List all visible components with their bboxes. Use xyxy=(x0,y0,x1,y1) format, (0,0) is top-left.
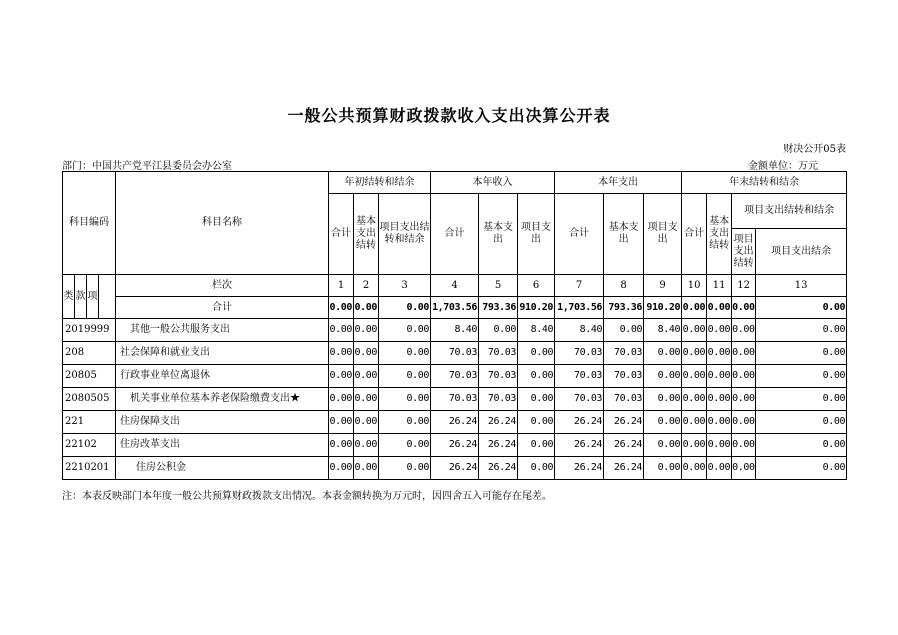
value-cell: 0.00 xyxy=(732,411,756,434)
end-project-carry-header: 项目支出结转 xyxy=(732,229,756,275)
total-label: 合计 xyxy=(116,297,329,319)
value-cell: 70.03 xyxy=(431,365,479,388)
column-number: 9 xyxy=(644,275,682,297)
subject-name-cell: 住房公积金 xyxy=(116,457,329,480)
begin-project-carry-header: 项目支出结转和结余 xyxy=(379,194,431,275)
value-cell: 0.00 xyxy=(354,342,379,365)
expense-sum-header: 合计 xyxy=(555,194,604,275)
total-cell: 793.36 xyxy=(479,297,518,319)
column-number: 7 xyxy=(555,275,604,297)
value-cell: 0.00 xyxy=(329,365,354,388)
value-cell: 26.24 xyxy=(555,434,604,457)
subject-code-cell: 208 xyxy=(63,342,116,365)
table-row xyxy=(63,342,847,365)
value-cell: 0.00 xyxy=(518,434,555,457)
xiang-header: 项 xyxy=(87,275,99,319)
table-row xyxy=(63,319,847,342)
value-cell: 0.00 xyxy=(354,434,379,457)
value-cell: 8.40 xyxy=(555,319,604,342)
value-cell: 0.00 xyxy=(682,319,707,342)
value-cell: 0.00 xyxy=(756,434,847,457)
value-cell: 0.00 xyxy=(354,365,379,388)
end-sum-header: 合计 xyxy=(682,194,707,275)
column-number: 2 xyxy=(354,275,379,297)
column-number: 12 xyxy=(732,275,756,297)
value-cell: 70.03 xyxy=(479,365,518,388)
code-spacer xyxy=(99,275,116,319)
value-cell: 0.00 xyxy=(707,319,732,342)
subject-code-cell: 2019999 xyxy=(63,319,116,342)
group-begin-header: 年初结转和结余 xyxy=(329,172,431,194)
table-row xyxy=(63,434,847,457)
value-cell: 0.00 xyxy=(732,388,756,411)
table-row xyxy=(63,388,847,411)
total-row xyxy=(63,297,847,319)
subject-name-header: 科目名称 xyxy=(116,172,329,275)
value-cell: 26.24 xyxy=(431,411,479,434)
value-cell: 0.00 xyxy=(707,434,732,457)
value-cell: 0.00 xyxy=(354,319,379,342)
end-project-carry-balance-header: 项目支出结转和结余 xyxy=(732,194,847,229)
kuan-header: 款 xyxy=(75,275,87,319)
column-number: 5 xyxy=(479,275,518,297)
total-cell: 0.00 xyxy=(354,297,379,319)
total-cell: 1,703.56 xyxy=(431,297,479,319)
value-cell: 26.24 xyxy=(479,411,518,434)
budget-table xyxy=(62,171,847,480)
total-cell: 793.36 xyxy=(604,297,644,319)
value-cell: 0.00 xyxy=(732,434,756,457)
income-project-header: 项目支出 xyxy=(518,194,555,275)
department-label: 部门：中国共产党平江县委员会办公室 xyxy=(62,161,232,172)
value-cell: 0.00 xyxy=(756,388,847,411)
value-cell: 0.00 xyxy=(644,388,682,411)
value-cell: 0.00 xyxy=(644,365,682,388)
table-row xyxy=(63,457,847,480)
column-number: 6 xyxy=(518,275,555,297)
value-cell: 26.24 xyxy=(431,434,479,457)
value-cell: 0.00 xyxy=(354,457,379,480)
end-basic-carry-header: 基本支出结转 xyxy=(707,194,732,275)
value-cell: 0.00 xyxy=(329,411,354,434)
column-number: 10 xyxy=(682,275,707,297)
value-cell: 0.00 xyxy=(682,388,707,411)
table-row xyxy=(63,365,847,388)
value-cell: 0.00 xyxy=(379,434,431,457)
value-cell: 0.00 xyxy=(518,411,555,434)
end-project-balance-header: 项目支出结余 xyxy=(756,229,847,275)
column-number: 13 xyxy=(756,275,847,297)
value-cell: 70.03 xyxy=(555,388,604,411)
value-cell: 0.00 xyxy=(732,342,756,365)
value-cell: 0.00 xyxy=(756,342,847,365)
value-cell: 0.00 xyxy=(518,457,555,480)
subject-name-cell: 行政事业单位离退休 xyxy=(116,365,329,388)
lanci-label: 栏次 xyxy=(116,275,329,297)
value-cell: 26.24 xyxy=(604,457,644,480)
group-expense-header: 本年支出 xyxy=(555,172,682,194)
subject-code-cell: 2080505 xyxy=(63,388,116,411)
value-cell: 0.00 xyxy=(479,319,518,342)
value-cell: 8.40 xyxy=(518,319,555,342)
value-cell: 0.00 xyxy=(682,434,707,457)
subject-name-cell: 住房改革支出 xyxy=(116,434,329,457)
value-cell: 0.00 xyxy=(682,365,707,388)
footnote: 注：本表反映部门本年度一般公共预算财政拨款支出情况。本表金额转换为万元时，因四舍五入可能存在尾差。 xyxy=(62,491,552,502)
value-cell: 0.00 xyxy=(379,365,431,388)
value-cell: 0.00 xyxy=(732,319,756,342)
value-cell: 0.00 xyxy=(644,342,682,365)
value-cell: 0.00 xyxy=(518,388,555,411)
total-cell: 0.00 xyxy=(707,297,732,319)
column-number: 4 xyxy=(431,275,479,297)
value-cell: 0.00 xyxy=(354,411,379,434)
value-cell: 0.00 xyxy=(756,365,847,388)
value-cell: 8.40 xyxy=(431,319,479,342)
total-cell: 910.20 xyxy=(518,297,555,319)
value-cell: 0.00 xyxy=(379,388,431,411)
value-cell: 0.00 xyxy=(707,411,732,434)
value-cell: 26.24 xyxy=(431,457,479,480)
value-cell: 0.00 xyxy=(707,342,732,365)
value-cell: 70.03 xyxy=(431,342,479,365)
value-cell: 0.00 xyxy=(329,457,354,480)
expense-basic-header: 基本支出 xyxy=(604,194,644,275)
income-basic-header: 基本支出 xyxy=(479,194,518,275)
value-cell: 70.03 xyxy=(479,342,518,365)
value-cell: 0.00 xyxy=(707,388,732,411)
value-cell: 0.00 xyxy=(379,457,431,480)
value-cell: 26.24 xyxy=(555,411,604,434)
total-cell: 1,703.56 xyxy=(555,297,604,319)
value-cell: 8.40 xyxy=(644,319,682,342)
value-cell: 0.00 xyxy=(707,457,732,480)
value-cell: 0.00 xyxy=(707,365,732,388)
value-cell: 70.03 xyxy=(555,342,604,365)
value-cell: 0.00 xyxy=(329,388,354,411)
subject-name-cell: 其他一般公共服务支出 xyxy=(116,319,329,342)
value-cell: 70.03 xyxy=(604,342,644,365)
column-number: 1 xyxy=(329,275,354,297)
value-cell: 0.00 xyxy=(518,342,555,365)
table-row xyxy=(63,411,847,434)
value-cell: 0.00 xyxy=(329,342,354,365)
value-cell: 0.00 xyxy=(329,319,354,342)
value-cell: 70.03 xyxy=(555,365,604,388)
begin-basic-carry-header: 基本支出结转 xyxy=(354,194,379,275)
value-cell: 0.00 xyxy=(354,388,379,411)
table-code: 财决公开05表 xyxy=(783,144,846,155)
subject-name-cell: 住房保障支出 xyxy=(116,411,329,434)
value-cell: 26.24 xyxy=(604,434,644,457)
value-cell: 26.24 xyxy=(479,457,518,480)
group-income-header: 本年收入 xyxy=(431,172,555,194)
value-cell: 0.00 xyxy=(379,342,431,365)
value-cell: 26.24 xyxy=(604,411,644,434)
subject-name-cell: 社会保障和就业支出 xyxy=(116,342,329,365)
value-cell: 0.00 xyxy=(644,457,682,480)
subject-code-header: 科目编码 xyxy=(63,172,116,275)
value-cell: 70.03 xyxy=(604,388,644,411)
subject-code-cell: 221 xyxy=(63,411,116,434)
total-cell: 910.20 xyxy=(644,297,682,319)
value-cell: 70.03 xyxy=(479,388,518,411)
page-title: 一般公共预算财政拨款收入支出决算公开表 xyxy=(287,106,611,125)
total-cell: 0.00 xyxy=(329,297,354,319)
value-cell: 70.03 xyxy=(431,388,479,411)
total-cell: 0.00 xyxy=(682,297,707,319)
column-number: 8 xyxy=(604,275,644,297)
value-cell: 0.00 xyxy=(732,365,756,388)
value-cell: 0.00 xyxy=(756,319,847,342)
value-cell: 26.24 xyxy=(479,434,518,457)
value-cell: 0.00 xyxy=(756,411,847,434)
total-cell: 0.00 xyxy=(732,297,756,319)
value-cell: 70.03 xyxy=(604,365,644,388)
total-cell: 0.00 xyxy=(379,297,431,319)
begin-sum-header: 合计 xyxy=(329,194,354,275)
subject-code-cell: 2210201 xyxy=(63,457,116,480)
value-cell: 0.00 xyxy=(604,319,644,342)
value-cell: 0.00 xyxy=(682,411,707,434)
value-cell: 0.00 xyxy=(379,319,431,342)
subject-code-cell: 20805 xyxy=(63,365,116,388)
value-cell: 0.00 xyxy=(379,411,431,434)
column-number: 3 xyxy=(379,275,431,297)
subject-code-cell: 22102 xyxy=(63,434,116,457)
value-cell: 0.00 xyxy=(682,342,707,365)
value-cell: 0.00 xyxy=(756,457,847,480)
value-cell: 0.00 xyxy=(644,411,682,434)
unit-label: 金额单位：万元 xyxy=(748,161,818,172)
value-cell: 0.00 xyxy=(644,434,682,457)
group-end-header: 年末结转和结余 xyxy=(682,172,847,194)
expense-project-header: 项目支出 xyxy=(644,194,682,275)
column-number: 11 xyxy=(707,275,732,297)
value-cell: 0.00 xyxy=(518,365,555,388)
lei-header: 类 xyxy=(63,275,75,319)
subject-name-cell: 机关事业单位基本养老保险缴费支出★ xyxy=(116,388,329,411)
value-cell: 0.00 xyxy=(732,457,756,480)
value-cell: 0.00 xyxy=(329,434,354,457)
income-sum-header: 合计 xyxy=(431,194,479,275)
total-cell: 0.00 xyxy=(756,297,847,319)
value-cell: 26.24 xyxy=(555,457,604,480)
value-cell: 0.00 xyxy=(682,457,707,480)
